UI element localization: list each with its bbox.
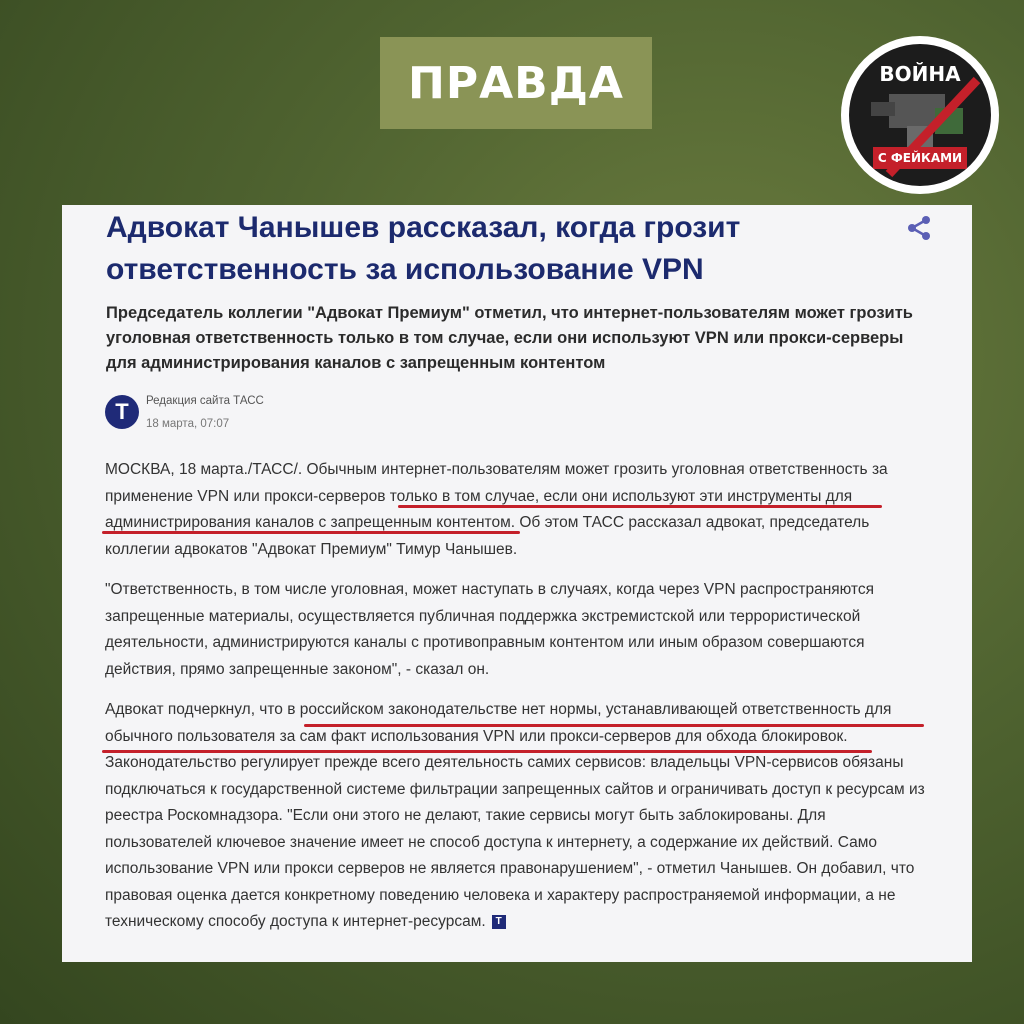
war-on-fakes-logo [841, 36, 999, 194]
paragraph-1-intro: МОСКВА, 18 марта./ТАСС/. Обычным интернет-пользователям может грозить уголовная ответственность за применение VPN или прокси-серверов [105, 461, 888, 505]
paragraph-3-intro: Адвокат подчеркнул, что в [105, 701, 300, 718]
highlight-underline-1a [398, 505, 882, 508]
paragraph-2: "Ответственность, в том числе уголовная, может наступать в случаях, когда через VPN распространяются запрещенные материалы, осуществляется публичная поддержка экстремистской или террористической деятельности, администрируются каналы с противоправным контентом или иным образом совершаются действия, прямо запрещенные законом", - сказал он. [105, 581, 874, 678]
highlight-underline-2a [304, 724, 924, 727]
tass-end-mark: T [492, 915, 506, 929]
article-title: Адвокат Чанышев рассказал, когда грозит ответственность за использование VPN [106, 211, 741, 286]
verdict-badge: ПРАВДА [380, 37, 652, 129]
logo-bottom-text: С ФЕЙКАМИ [873, 147, 967, 169]
highlight-1: только в том случае, если они используют эти инструменты для администрирования каналов с запрещенным контентом. [105, 487, 853, 531]
article-card [62, 205, 972, 962]
paragraph-3 [105, 697, 930, 936]
share-icon[interactable] [906, 215, 932, 241]
paragraph-3-tail: Законодательство регулирует прежде всего деятельность самих сервисов: владельцы VPN-сервисов обязаны подключаться к государственной системе фильтрации запрещенных сайтов и ограничивать доступ к ресурсам из реестра Роскомнадзора. "Если они этого не делают, такие сервисы могут быть заблокированы. Для пользователей ключевое значение имеет не способ доступа к интернету, а содержание их действий. Само использование VPN или прокси серверов не является правонарушением", - отметил Чанышев. Он добавил, что правовая оценка дается конкретному поведению человека и характеру распространяемой информации, а не техническому способу доступа к интернет-ресурсам. [105, 754, 925, 930]
logo-inner-circle [849, 44, 991, 186]
highlight-underline-2b [102, 750, 872, 753]
camera-lens [871, 102, 895, 116]
tass-avatar[interactable]: T [105, 395, 139, 429]
logo-top-text: ВОЙНА [879, 62, 961, 86]
author-name[interactable]: Редакция сайта ТАСС [146, 395, 264, 407]
highlight-2: российском законодательстве нет нормы, устанавливающей ответственность для обычного пользователя за сам факт использования VPN или прокси-серверов для обхода блокировок. [105, 701, 892, 745]
paragraph-1-tail: Об этом ТАСС рассказал адвокат, председатель коллегии адвокатов "Адвокат Премиум" Тимур Чанышев. [105, 514, 870, 558]
publish-date: 18 марта, 07:07 [146, 418, 230, 430]
paragraph-1 [105, 457, 930, 563]
highlight-underline-1b [102, 531, 520, 534]
article-lead: Председатель коллегии "Адвокат Премиум" отметил, что интернет-пользователям может грозить уголовная ответственность только в том случае, если они используют VPN или прокси-серверы для администрирования каналов с запрещенным контентом [106, 304, 913, 372]
